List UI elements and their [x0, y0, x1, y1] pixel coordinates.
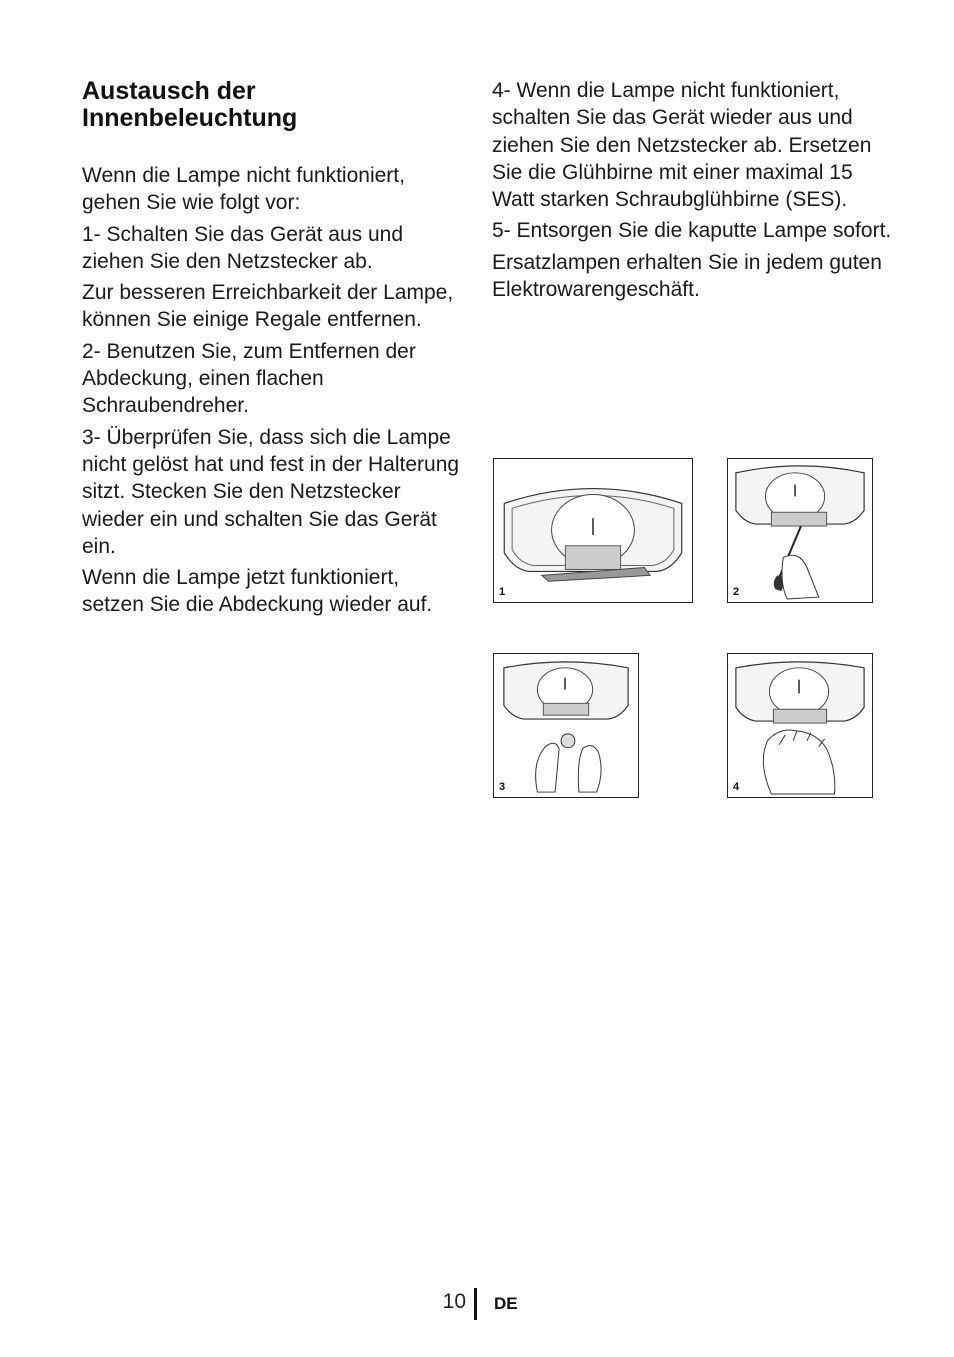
figure-3: [493, 653, 639, 798]
check-bulb-illustration: [494, 654, 638, 797]
lamp-cover-illustration: [494, 459, 692, 602]
language-code: DE: [494, 1294, 518, 1313]
figure-number: 2: [733, 586, 740, 598]
paragraph-intro: Wenn die Lampe nicht funktioniert, gehen Sie wie folgt vor:: [82, 164, 405, 215]
figure-number: 1: [499, 586, 506, 598]
paragraph-step-3: 3- Überprüfen Sie, dass sich die Lampe nicht gelöst hat und fest in der Halterung sitzt. Stecken Sie den Netzstecker wieder ein und schalten Sie das Gerät ein.: [82, 425, 460, 558]
paragraph-replacement: Ersatzlampen erhalten Sie in jedem guten Elektrowarengeschäft.: [492, 250, 882, 302]
page-footer: [0, 1288, 954, 1324]
figure-number: 4: [733, 781, 740, 793]
screwdriver-illustration: [728, 459, 872, 602]
section-title: Austausch der Innenbeleuchtung: [82, 77, 298, 132]
paragraph-reattach: Wenn die Lampe jetzt funktioniert, setzen Sie die Abdeckung wieder auf.: [82, 566, 433, 617]
paragraph-step-5: 5- Entsorgen Sie die kaputte Lampe sofort.: [492, 219, 892, 243]
figure-2: [727, 458, 873, 603]
paragraph-step-4: 4- Wenn die Lampe nicht funktioniert, schalten Sie das Gerät wieder aus und ziehen Sie den Netzstecker ab. Ersetzen Sie die Glühbirne mit einer maximal 15 Watt starken Schraubglühbirne (SES).: [492, 79, 872, 212]
paragraph-shelves-note: Zur besseren Erreichbarkeit der Lampe, können Sie einige Regale entfernen.: [82, 281, 454, 332]
right-column: [492, 77, 892, 307]
replace-bulb-illustration: [728, 654, 872, 797]
page-number: 10: [442, 1290, 466, 1313]
figure-4: [727, 653, 873, 798]
paragraph-step-2: 2- Benutzen Sie, zum Entfernen der Abdeckung, einen flachen Schraubendreher.: [82, 339, 416, 418]
paragraph-step-1: 1- Schalten Sie das Gerät aus und ziehen Sie den Netzstecker ab.: [82, 222, 404, 273]
footer-divider: [474, 1288, 477, 1320]
left-column: [82, 78, 462, 623]
figure-number: 3: [499, 781, 506, 793]
figure-1: [493, 458, 693, 603]
